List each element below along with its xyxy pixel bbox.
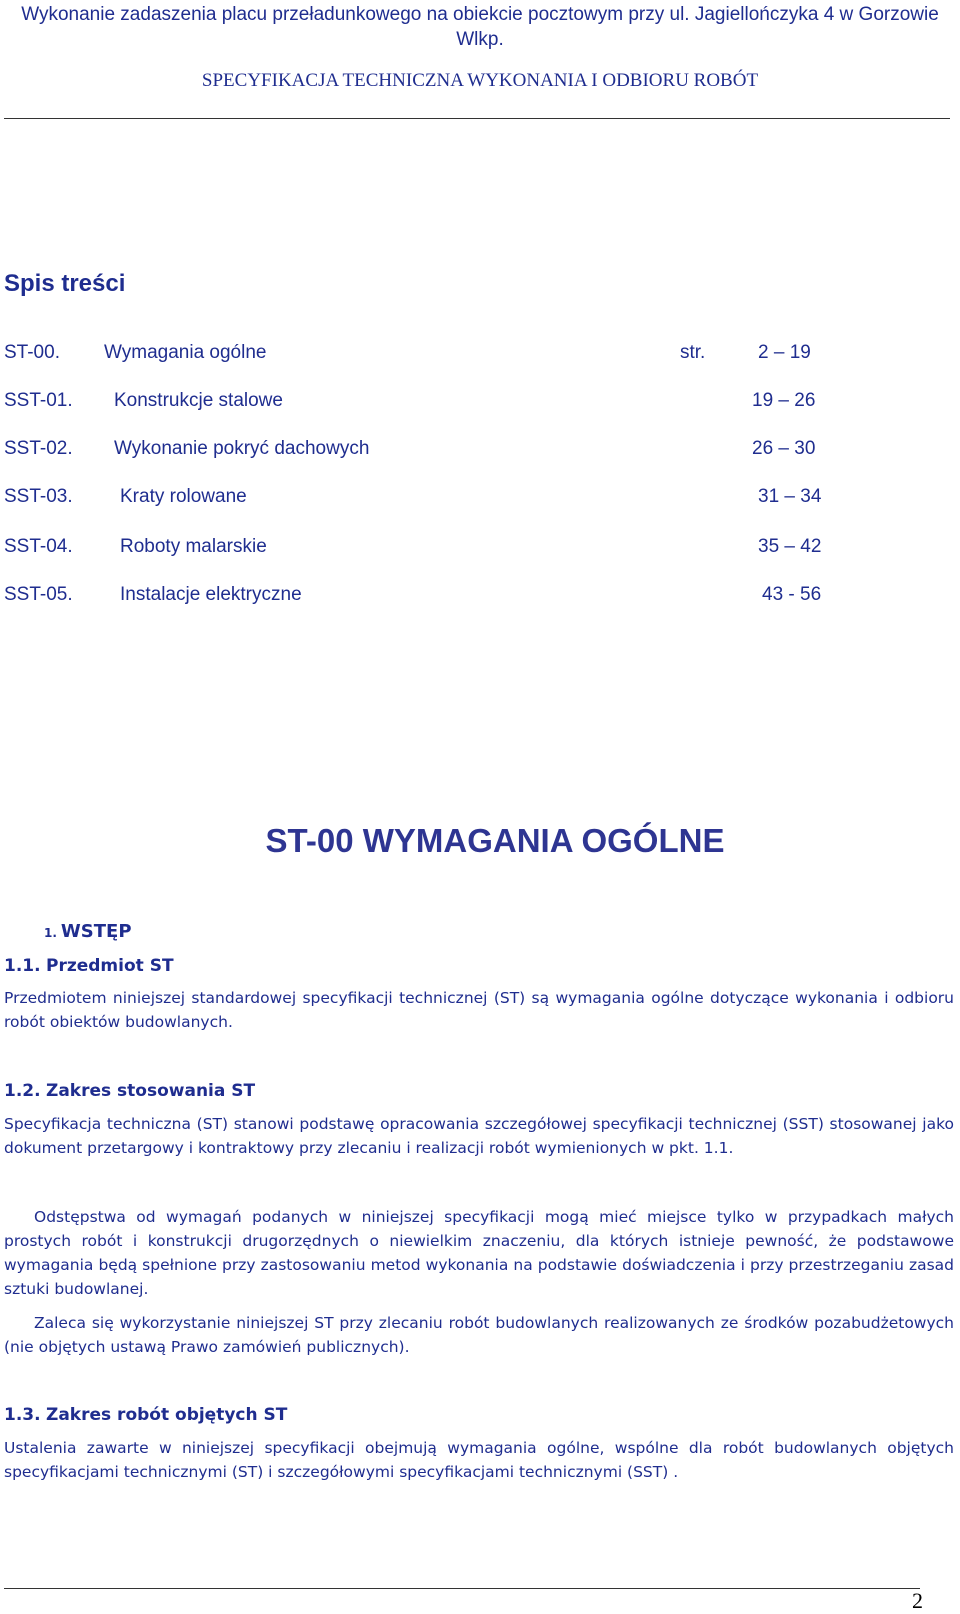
toc-title: Spis treści <box>4 270 126 297</box>
toc-item-code: SST-02. <box>4 438 73 459</box>
document-header-title: Wykonanie zadaszenia placu przeładunkowego na obiekcie pocztowym przy ul. Jagiellończyka 4 w Gorzowie Wlkp. <box>21 4 939 50</box>
toc-item-code: SST-01. <box>4 390 73 411</box>
toc-item-pages: 2 – 19 <box>758 342 811 363</box>
toc-item-str: str. <box>680 342 706 363</box>
toc-item-pages: 43 - 56 <box>762 584 822 605</box>
document-header-subtitle: SPECYFIKACJA TECHNICZNA WYKONANIA I ODBIORU ROBÓT <box>201 70 759 91</box>
toc-item-name: Konstrukcje stalowe <box>114 390 283 411</box>
toc-item-code: SST-03. <box>4 486 73 507</box>
page-number: 2 <box>912 1588 923 1613</box>
section-title: ST-00 WYMAGANIA OGÓLNE <box>265 822 725 859</box>
toc-item-name: Roboty malarskie <box>120 536 267 557</box>
toc-item-name: Wykonanie pokryć dachowych <box>114 438 370 459</box>
toc-item-name: Wymagania ogólne <box>104 342 267 363</box>
toc-item-code: SST-04. <box>4 536 73 557</box>
subsection-title: Przedmiot ST <box>46 956 174 976</box>
paragraph: Odstępstwa od wymagań podanych w niniejszej specyfikacji mogą mieć miejsce tylko w przypadkach małych prostych robót i konstrukcji drugorzędnych o niewielkim znaczeniu, dla których istnieje pewność, że podstawowe wymagania będą spełnione przy zastosowaniu metod wykonania na podstawie doświadczenia i przy przestrzeganiu zasad sztuki budowlanej. <box>4 1208 954 1298</box>
subsection-number: 1.3. <box>4 1405 41 1425</box>
subsection-heading <box>4 1405 287 1425</box>
paragraph: Specyfikacja techniczna (ST) stanowi podstawę opracowania szczegółowej specyfikacji technicznej (SST) stosowanej jako dokument przetargowy i kontraktowy przy zlecaniu i realizacji robót wymienionych w pkt. 1.1. <box>4 1115 954 1157</box>
toc-item-name: Instalacje elektryczne <box>120 584 302 605</box>
subsection-number: 1.1. <box>4 956 41 976</box>
toc-item-pages: 35 – 42 <box>758 536 822 557</box>
footer-divider <box>4 1588 920 1589</box>
toc-item-pages: 19 – 26 <box>752 390 816 411</box>
toc-item-code: ST-00. <box>4 342 60 363</box>
subsection-heading <box>4 1081 255 1101</box>
paragraph: Ustalenia zawarte w niniejszej specyfikacji obejmują wymagania ogólne, wspólne dla robót budowlanych objętych specyfikacjami technicznymi (ST) i szczegółowymi specyfikacjami technicznymi (SST) . <box>4 1439 954 1481</box>
heading-intro <box>44 921 132 942</box>
paragraph: Przedmiotem niniejszej standardowej specyfikacji technicznej (ST) są wymagania ogólne dotyczące wykonania i odbioru robót obiektów budowlanych. <box>4 989 954 1031</box>
subsection-heading <box>4 956 174 976</box>
toc-item-name: Kraty rolowane <box>120 486 247 507</box>
subsection-number: 1.2. <box>4 1081 41 1101</box>
toc-item-pages: 26 – 30 <box>752 438 816 459</box>
toc-item-code: SST-05. <box>4 584 73 605</box>
subsection-title: Zakres stosowania ST <box>46 1081 256 1101</box>
paragraph: Zaleca się wykorzystanie niniejszej ST przy zlecaniu robót budowlanych realizowanych ze środków pozabudżetowych (nie objętych ustawą Prawo zamówień publicznych). <box>4 1314 954 1356</box>
heading-text: WSTĘP <box>60 921 132 942</box>
subsection-title: Zakres robót objętych ST <box>46 1405 288 1425</box>
toc-item-pages: 31 – 34 <box>758 486 822 507</box>
header-divider <box>4 118 950 119</box>
heading-number: 1. <box>44 926 57 940</box>
